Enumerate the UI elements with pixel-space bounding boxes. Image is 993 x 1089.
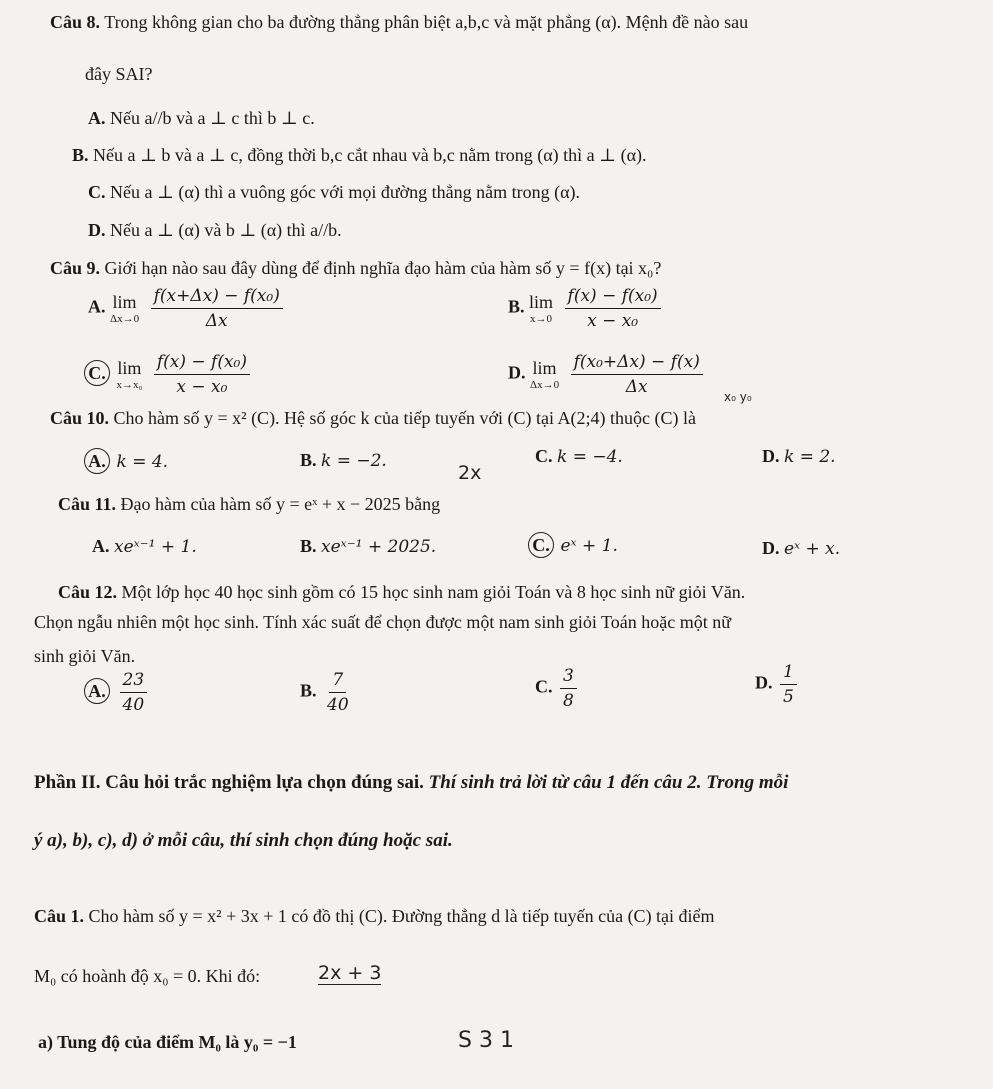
p2q1-stem-2: M₀ có hoành độ x₀ = 0. Khi đó:: [34, 966, 261, 986]
q9-b-lim-sub: x→0: [530, 313, 553, 325]
q12-d-den: 5: [783, 687, 794, 707]
p2q1-stem: [34, 906, 715, 927]
q9-a-den: Δx: [205, 311, 228, 331]
q11-b-text: xeˣ⁻¹ + 2025.: [321, 537, 437, 557]
q12-b-den: 40: [327, 695, 349, 715]
q8-label: Câu 8.: [50, 12, 101, 32]
q8-option-d[interactable]: [88, 220, 342, 241]
q11-a-text: xeˣ⁻¹ + 1.: [114, 537, 197, 557]
q8-d-text: Nếu a ⊥ (α) và b ⊥ (α) thì a//b.: [110, 220, 342, 240]
q10-d-label: D.: [762, 446, 780, 466]
p2q1-label: Câu 1.: [34, 906, 85, 926]
q9-a-lim-sub: Δx→0: [110, 313, 140, 325]
q9-stem: [50, 258, 661, 279]
part2-header: [34, 772, 788, 794]
q12-a-label: A.: [84, 678, 110, 704]
q11-stem: [58, 494, 440, 515]
q9-a-lim: lim: [112, 292, 137, 312]
q12-b-label: B.: [300, 680, 317, 701]
q9-b-num: f(x) − f(x₀): [565, 286, 661, 309]
q12-label: Câu 12.: [58, 582, 118, 602]
q12-option-c[interactable]: [535, 666, 580, 711]
q10-hand-work: 2x: [458, 462, 482, 484]
q10-b-label: B.: [300, 450, 317, 470]
q9-a-label: A.: [88, 296, 106, 317]
q9-c-num: f(x) − f(x₀): [154, 352, 250, 375]
q9-option-c[interactable]: [84, 352, 253, 397]
q9-c-den: x − x₀: [176, 377, 228, 397]
q10-a-text: k = 4.: [116, 452, 169, 472]
q8-text: Trong không gian cho ba đường thẳng phân biệt a,b,c và mặt phẳng (α). Mệnh đề nào sau: [104, 12, 749, 32]
q8-option-b[interactable]: [72, 145, 647, 166]
q11-text: Đạo hàm của hàm số y = eˣ + x − 2025 bằng: [120, 494, 441, 514]
q12-d-label: D.: [755, 672, 773, 693]
q8-stem: [50, 12, 748, 33]
q9-b-lim: lim: [529, 292, 554, 312]
q9-c-lim: lim: [117, 358, 142, 378]
p2q1-hand-answer: S 3 1: [458, 1028, 514, 1053]
part2-instruction-2: ý a), b), c), d) ở mỗi câu, thí sinh chọn đúng hoặc sai.: [34, 830, 453, 851]
q10-label: Câu 10.: [50, 408, 110, 428]
q11-d-label: D.: [762, 538, 780, 558]
q12-d-num: 1: [780, 662, 797, 685]
q12-c-num: 3: [560, 666, 577, 689]
q9-label: Câu 9.: [50, 258, 101, 278]
q8-d-label: D.: [88, 220, 106, 240]
part2-instruction: Thí sinh trả lời từ câu 1 đến câu 2. Trong mỗi: [428, 772, 789, 793]
q9-c-lim-sub: x→x₀: [116, 379, 143, 391]
q11-d-text: eˣ + x.: [784, 539, 841, 559]
q11-c-text: eˣ + 1.: [560, 536, 618, 556]
q10-c-text: k = −4.: [557, 447, 623, 467]
q10-d-text: k = 2.: [784, 447, 836, 467]
q8-a-label: A.: [88, 108, 106, 128]
q12-a-num: 23: [120, 670, 148, 693]
q10-option-d[interactable]: [762, 446, 836, 467]
q8-a-text: Nếu a//b và a ⊥ c thì b ⊥ c.: [110, 108, 315, 128]
q11-option-c[interactable]: [528, 532, 618, 558]
q8-c-text: Nếu a ⊥ (α) thì a vuông góc với mọi đường thẳng nằm trong (α).: [110, 182, 580, 202]
q9-b-den: x − x₀: [587, 311, 639, 331]
q11-option-b[interactable]: [300, 536, 436, 557]
q12-option-b[interactable]: [300, 670, 355, 715]
q11-a-label: A.: [92, 536, 110, 556]
q9-option-a[interactable]: [88, 286, 286, 331]
q8-b-text: Nếu a ⊥ b và a ⊥ c, đồng thời b,c cắt nhau và b,c nằm trong (α) thì a ⊥ (α).: [93, 145, 647, 165]
q12-c-label: C.: [535, 676, 553, 697]
q9-d-label: D.: [508, 362, 526, 383]
q8-stem-2: đây SAI?: [85, 64, 153, 84]
q11-option-d[interactable]: [762, 538, 840, 559]
q10-c-label: C.: [535, 446, 553, 466]
q9-a-num: f(x+Δx) − f(x₀): [151, 286, 283, 309]
q12-c-den: 8: [563, 691, 574, 711]
q8-c-label: C.: [88, 182, 106, 202]
q12-stem-3: sinh giỏi Văn.: [34, 646, 136, 666]
q12-text: Một lớp học 40 học sinh gồm có 15 học sinh nam giỏi Toán và 8 học sinh nữ giỏi Văn.: [121, 582, 746, 602]
q8-option-c[interactable]: [88, 182, 580, 203]
q9-option-d[interactable]: [508, 352, 706, 397]
q10-b-text: k = −2.: [321, 451, 387, 471]
q12-b-num: 7: [329, 670, 346, 693]
q12-stem-2: Chọn ngẫu nhiên một học sinh. Tính xác suất để chọn được một nam sinh giỏi Toán hoặc một nữ: [34, 612, 732, 632]
q9-text: Giới hạn nào sau đây dùng để định nghĩa đạo hàm của hàm số y = f(x) tại x₀?: [104, 258, 662, 278]
part2-title: Phần II. Câu hỏi trắc nghiệm lựa chọn đúng sai.: [34, 772, 424, 793]
q10-option-c[interactable]: [535, 446, 623, 467]
q11-option-a[interactable]: [92, 536, 197, 557]
p2q1-a-text: a) Tung độ của điểm M₀ là y₀ = −1: [38, 1032, 297, 1052]
q12-a-den: 40: [122, 695, 145, 715]
q10-text: Cho hàm số y = x² (C). Hệ số góc k của tiếp tuyến với (C) tại A(2;4) thuộc (C) là: [113, 408, 696, 428]
p2q1-item-a[interactable]: [38, 1032, 297, 1053]
p2q1-hand-work: 2x + 3: [318, 962, 382, 984]
q10-hand-note: x₀ y₀: [724, 390, 752, 404]
q9-c-label: C.: [84, 360, 110, 386]
q10-option-b[interactable]: [300, 450, 387, 471]
q12-stem: [58, 582, 745, 603]
q11-label: Câu 11.: [58, 494, 117, 514]
q11-b-label: B.: [300, 536, 317, 556]
q8-b-label: B.: [72, 145, 89, 165]
p2q1-text: Cho hàm số y = x² + 3x + 1 có đồ thị (C). Đường thẳng d là tiếp tuyến của (C) tại điểm: [88, 906, 715, 926]
q10-a-label: A.: [84, 448, 110, 474]
q9-option-b[interactable]: [508, 286, 664, 331]
q9-b-label: B.: [508, 296, 525, 317]
q11-c-label: C.: [528, 532, 554, 558]
q9-d-lim-sub: Δx→0: [530, 379, 560, 391]
q12-option-a[interactable]: [84, 670, 150, 715]
q8-option-a[interactable]: [88, 108, 315, 129]
q9-d-lim: lim: [532, 358, 557, 378]
q9-d-den: Δx: [625, 377, 648, 397]
q10-option-a[interactable]: [84, 448, 168, 474]
q10-stem: [50, 408, 696, 429]
q12-option-d[interactable]: [755, 662, 800, 707]
q9-d-num: f(x₀+Δx) − f(x): [571, 352, 703, 375]
